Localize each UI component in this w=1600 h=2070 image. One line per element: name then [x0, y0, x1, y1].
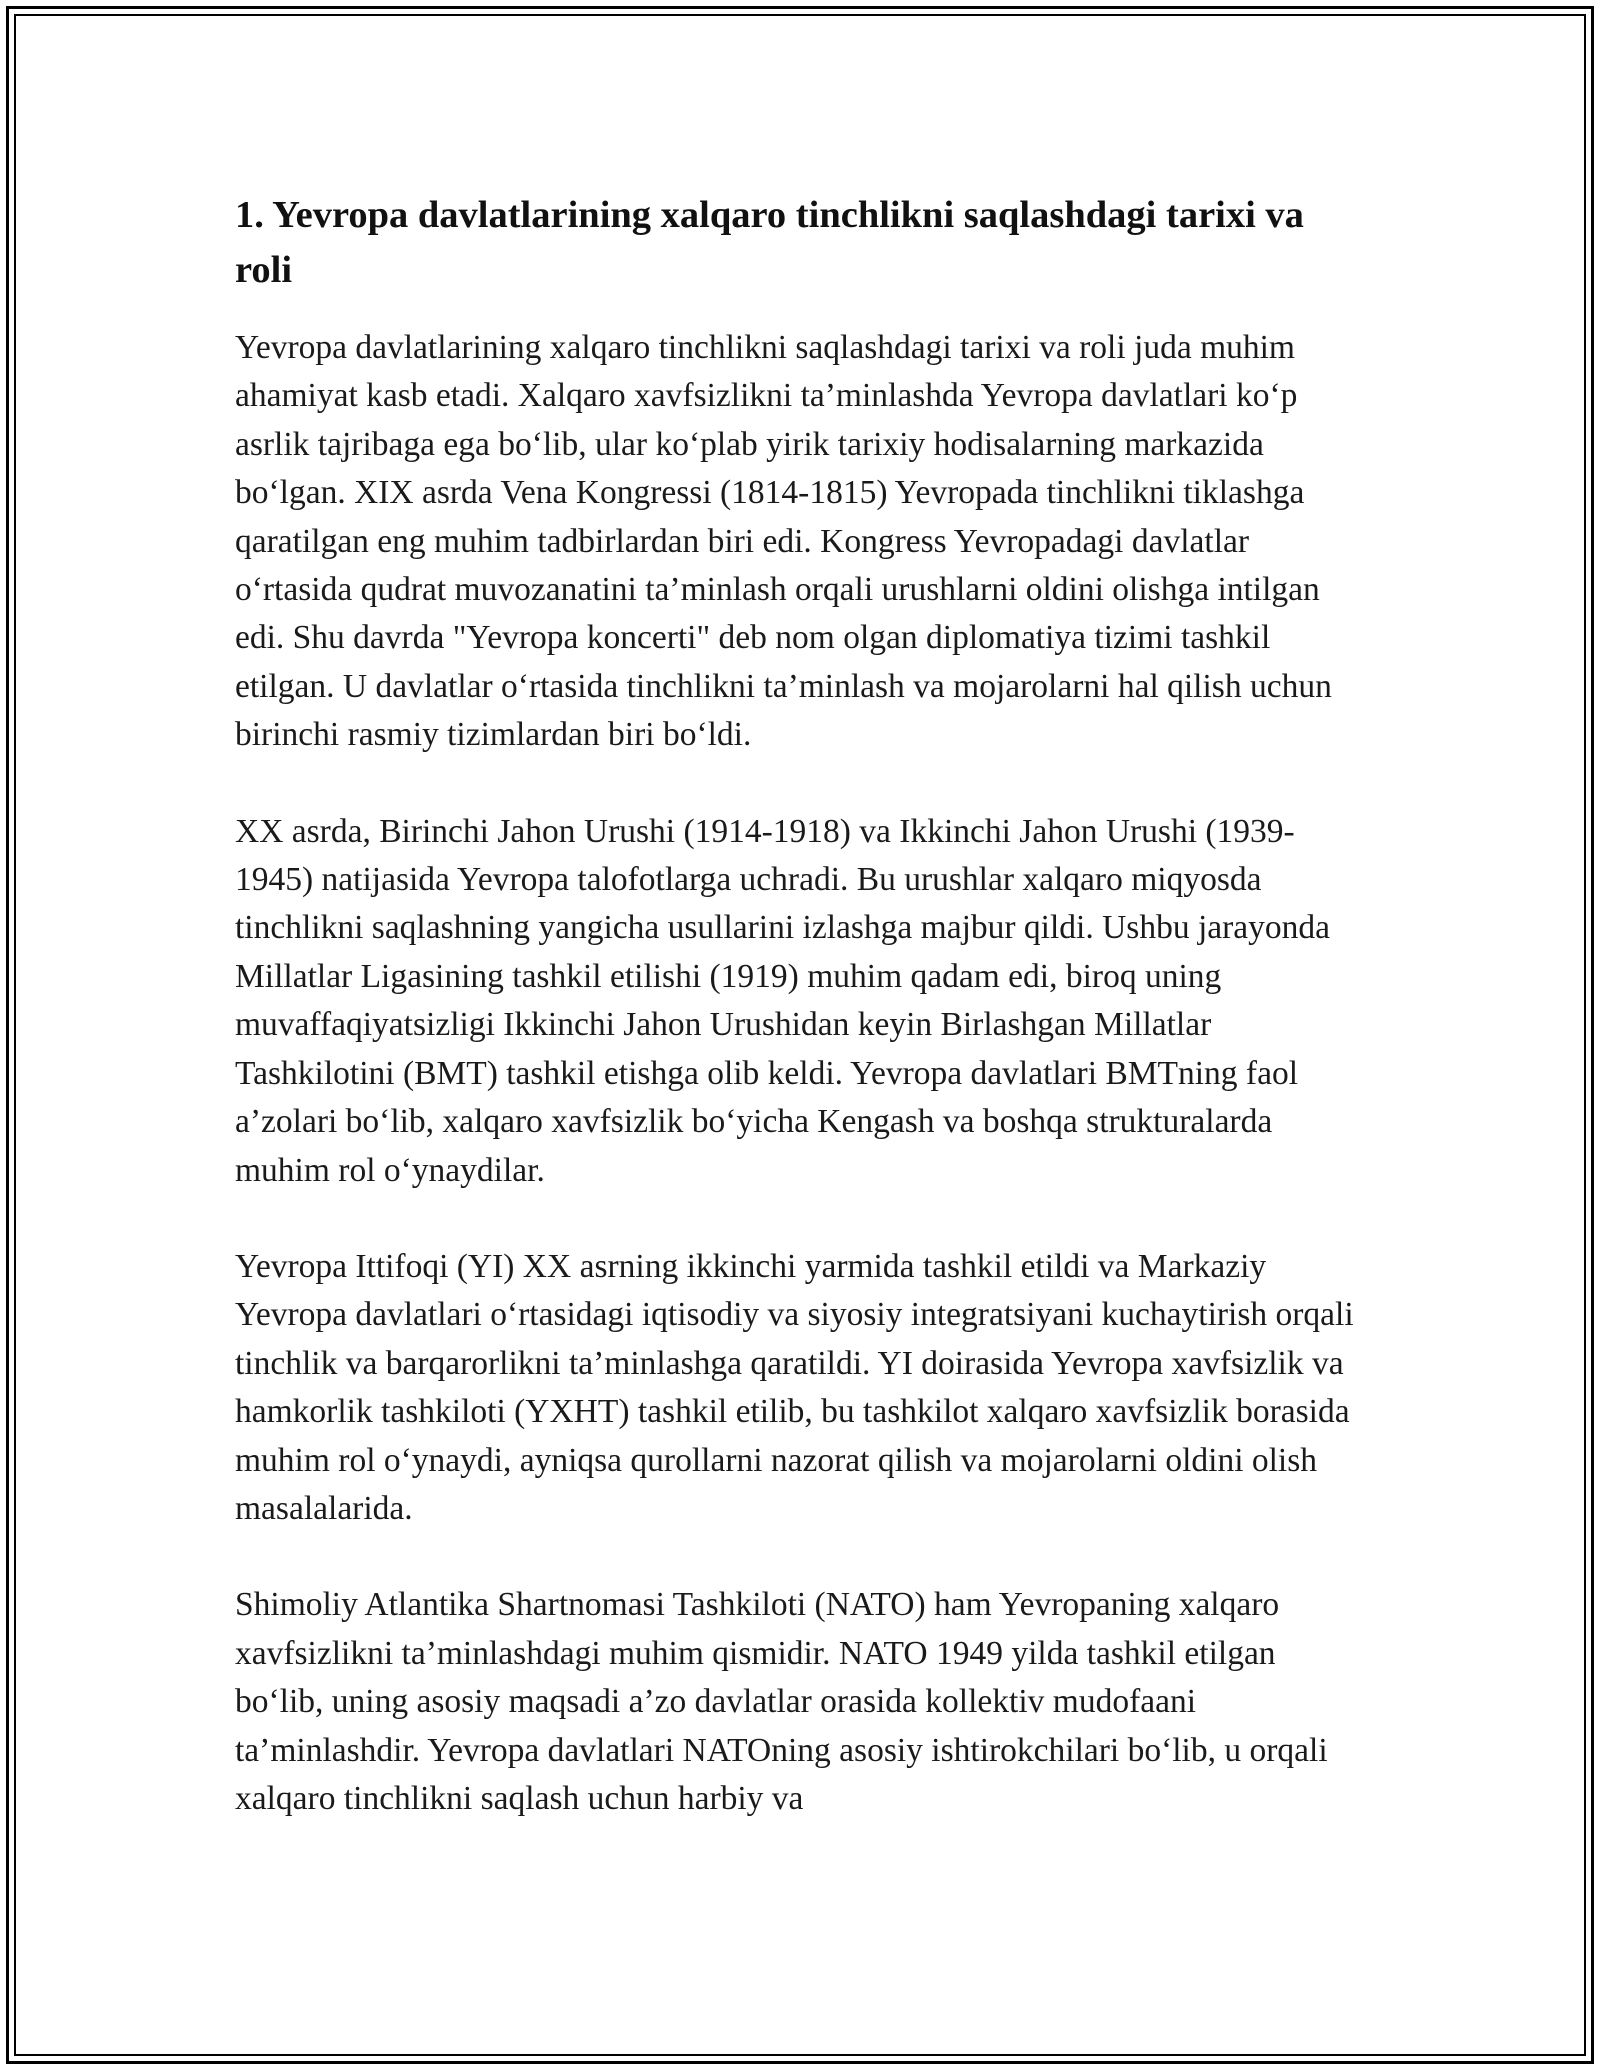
- paragraph-world-wars: XX asrda, Birinchi Jahon Urushi (1914-1918) va Ikkinchi Jahon Urushi (1939-1945) natijasida Yevropa talofotlarga uchradi. Bu urushlar xalqaro miqyosda tinchlikni saqlashning yangicha usullarini izlashga majbur qildi. Ushbu jarayonda Millatlar Ligasining tashkil etilishi (1919) muhim qadam edi, biroq uning muvaffaqiyatsizligi Ikkinchi Jahon Urushidan keyin Birlashgan Millatlar Tashkilotini (BMT) tashkil etishga olib keldi. Yevropa davlatlari BMTning faol a’zolari bo‘lib, xalqaro xavfsizlik bo‘yicha Kengash va boshqa strukturalarda muhim rol o‘ynaydilar.: [235, 812, 1331, 1189]
- section-heading: 1. Yevropa davlatlarining xalqaro tinchlikni saqlashdagi tarixi va roli: [235, 194, 1304, 291]
- paragraph-nato: Shimoliy Atlantika Shartnomasi Tashkiloti (NATO) ham Yevropaning xalqaro xavfsizlikni ta’minlashdagi muhim qismidir. NATO 1949 yilda tashkil etilgan bo‘lib, uning asosiy maqsadi a’zo davlatlar orasida kollektiv mudofaani ta’minlashdir. Yevropa davlatlari NATOning asosiy ishtirokchilari bo‘lib, u orqali xalqaro tinchlikni saqlash uchun harbiy va: [235, 1586, 1328, 1817]
- paragraph-vienna-congress: Yevropa davlatlarining xalqaro tinchlikni saqlashdagi tarixi va roli juda muhim ahamiyat kasb etadi. Xalqaro xavfsizlikni ta’minlashda Yevropa davlatlari ko‘p asrlik tajribaga ega bo‘lib, ular ko‘plab yirik tarixiy hodisalarning markazida bo‘lgan. XIX asrda Vena Kongressi (1814-1815) Yevropada tinchlikni tiklashga qaratilgan eng muhim tadbirlardan biri edi. Kongress Yevropadagi davlatlar o‘rtasida qudrat muvozanatini ta’minlash orqali urushlarni oldini olishga intilgan edi. Shu davrda "Yevropa koncerti" deb nom olgan diplomatiya tizimi tashkil etilgan. U davlatlar o‘rtasida tinchlikni ta’minlash va mojarolarni hal qilish uchun birinchi rasmiy tizimlardan biri bo‘ldi.: [235, 329, 1332, 754]
- document-body: [235, 188, 1365, 1823]
- paragraph-european-union: Yevropa Ittifoqi (YI) XX asrning ikkinchi yarmida tashkil etildi va Markaziy Yevropa davlatlari o‘rtasidagi iqtisodiy va siyosiy integratsiyani kuchaytirish orqali tinchlik va barqarorlikni ta’minlashga qaratildi. YI doirasida Yevropa xavfsizlik va hamkorlik tashkiloti (YXHT) tashkil etilib, bu tashkilot xalqaro xavfsizlik borasida muhim rol o‘ynaydi, ayniqsa qurollarni nazorat qilish va mojarolarni oldini olish masalalarida.: [235, 1247, 1354, 1527]
